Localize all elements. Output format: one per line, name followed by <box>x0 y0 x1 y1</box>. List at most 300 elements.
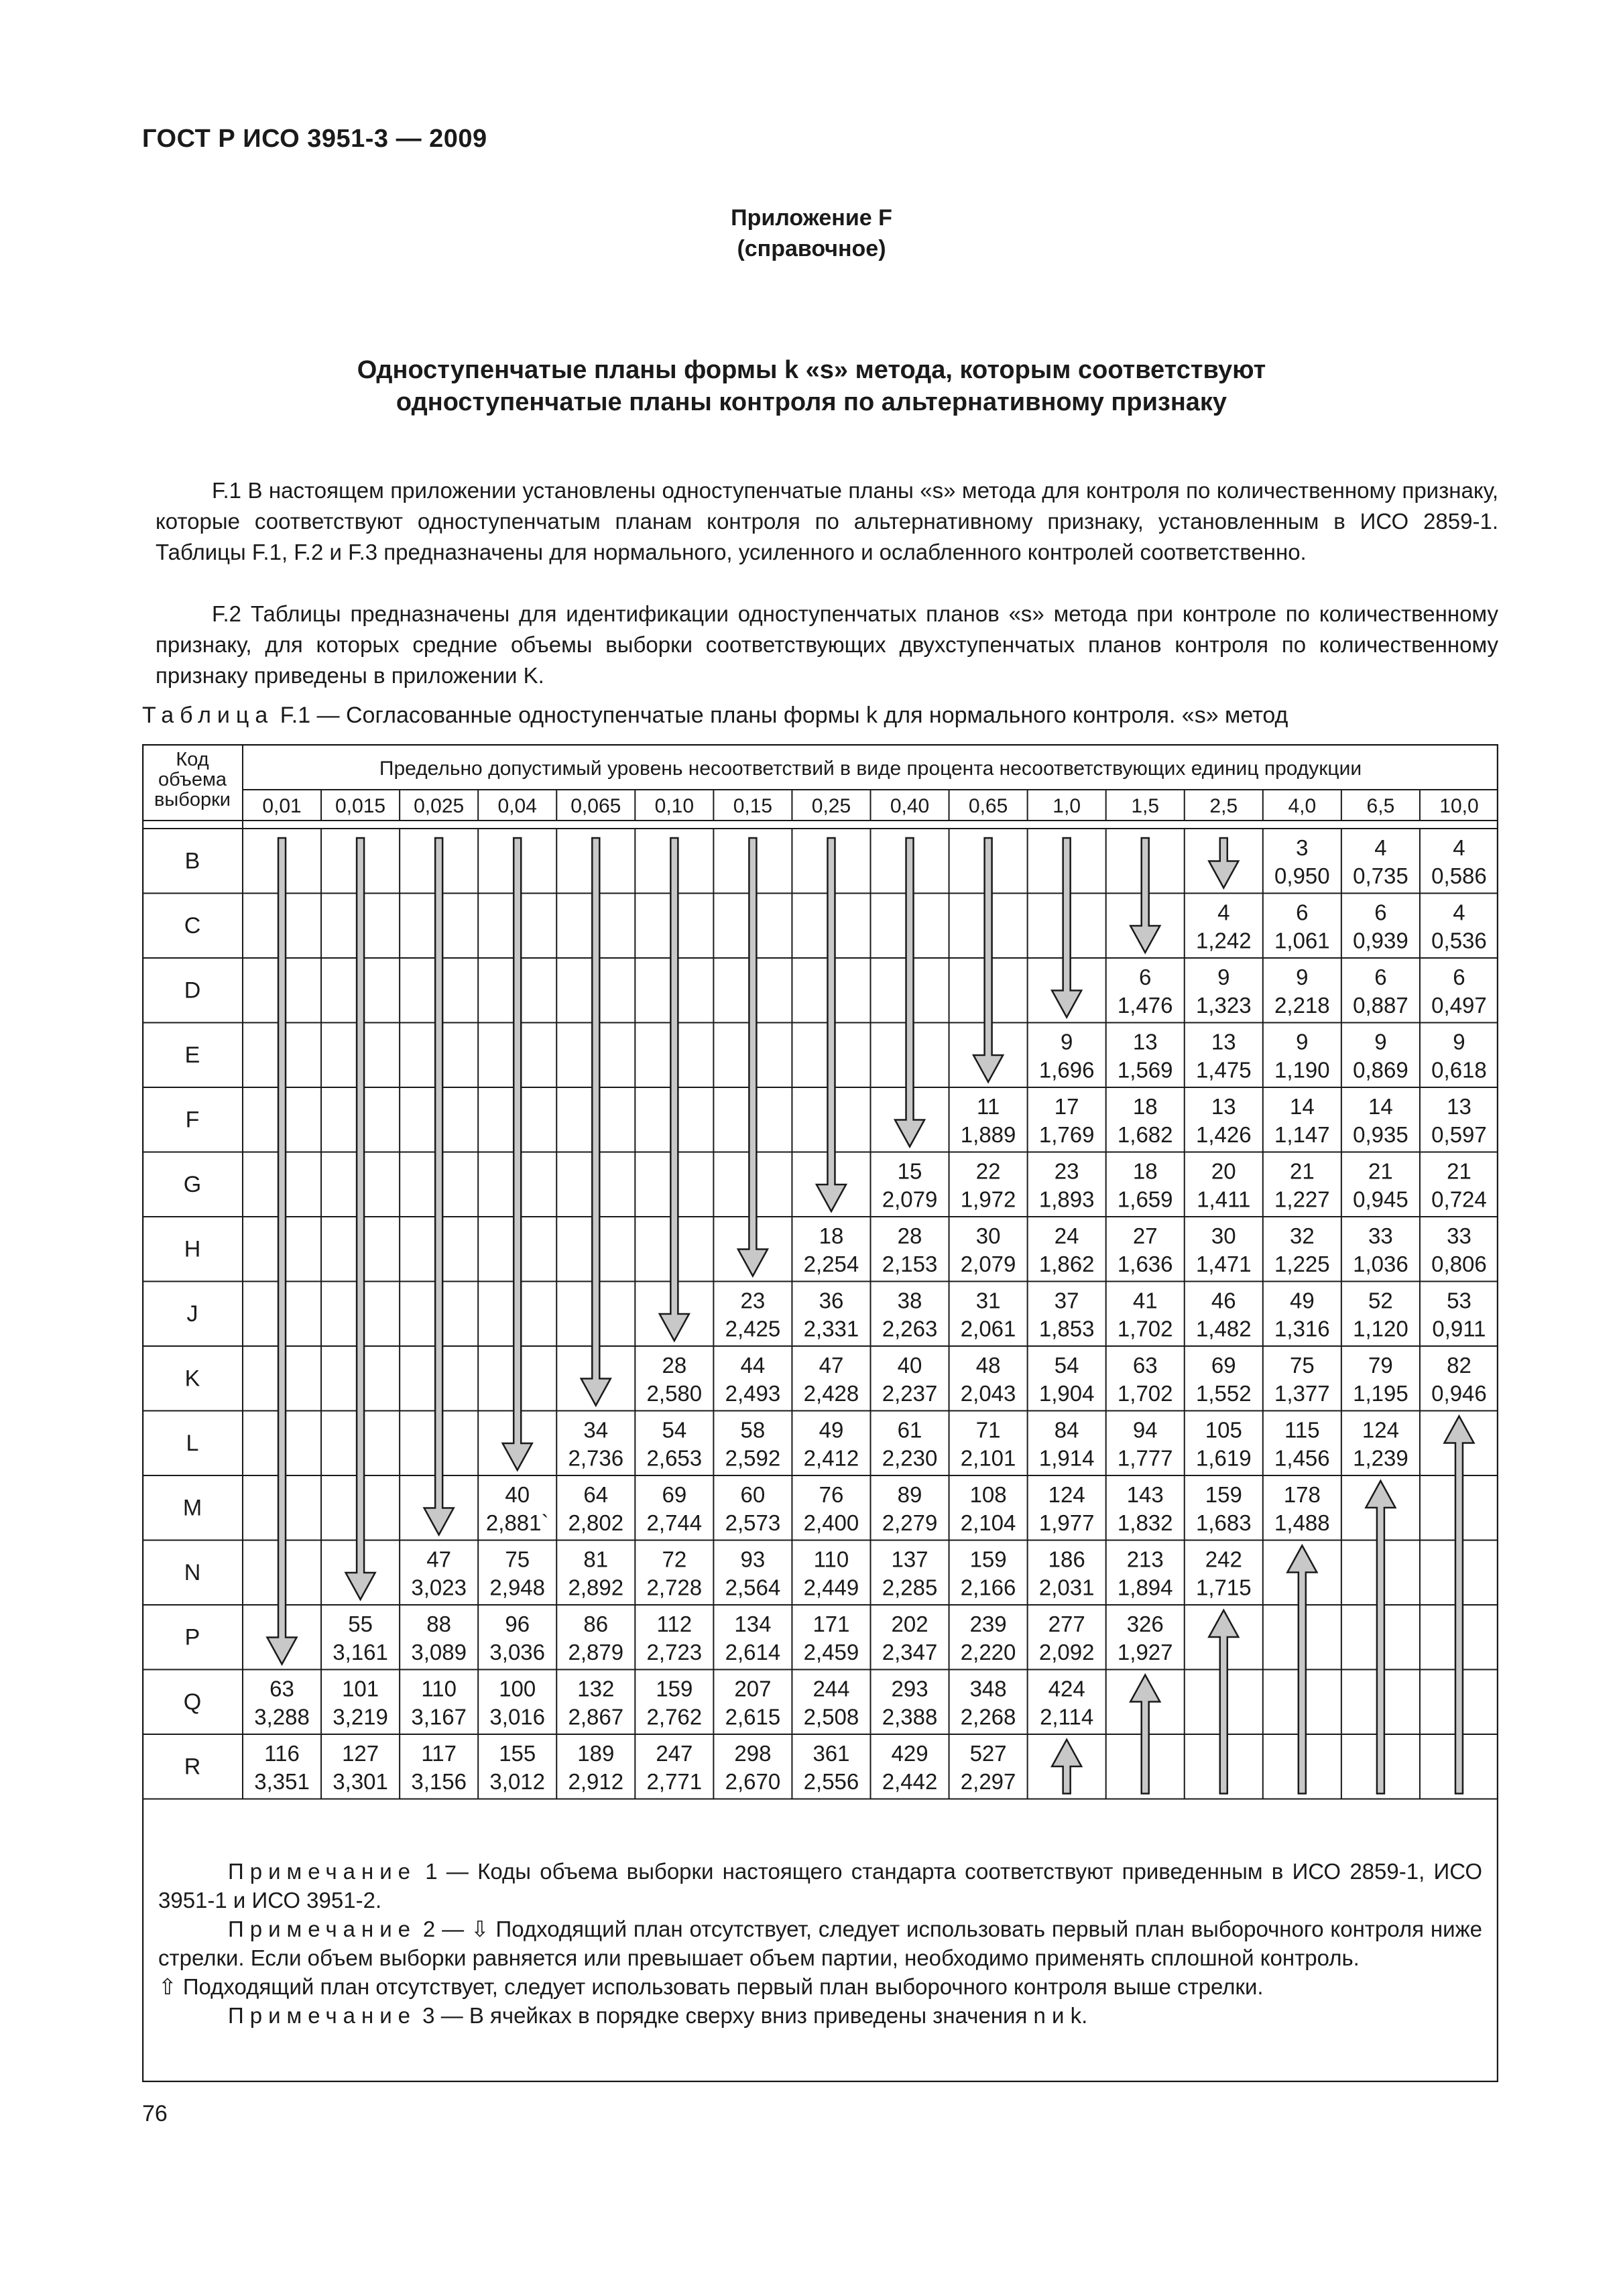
cell-sample-size-n: 108 <box>969 1482 1007 1507</box>
aql-column-0-10: 0,10 <box>654 795 695 817</box>
cell-sample-size-n: 15 <box>897 1158 922 1184</box>
cell-sample-size-n: 9 <box>1374 1029 1387 1054</box>
cell-acceptability-k: 1,889 <box>960 1122 1016 1147</box>
cell-sample-size-n: 348 <box>969 1676 1007 1701</box>
cell-acceptability-k: 1,702 <box>1117 1316 1173 1341</box>
cell-sample-size-n: 9 <box>1296 965 1309 989</box>
cell-acceptability-k: 2,653 <box>646 1445 703 1471</box>
sample-size-code-E: E <box>184 1042 200 1068</box>
sample-size-code-Q: Q <box>183 1689 202 1715</box>
cell-sample-size-n: 171 <box>813 1612 850 1636</box>
cell-acceptability-k: 2,879 <box>568 1640 624 1665</box>
aql-column-0-015: 0,015 <box>335 795 386 817</box>
cell-acceptability-k: 1,914 <box>1038 1445 1095 1471</box>
cell-sample-size-n: 9 <box>1060 1029 1073 1054</box>
cell-acceptability-k: 1,972 <box>960 1187 1016 1212</box>
cell-acceptability-k: 2,254 <box>803 1252 859 1276</box>
cell-acceptability-k: 2,459 <box>803 1640 859 1665</box>
cell-acceptability-k: 3,161 <box>333 1640 388 1665</box>
cell-acceptability-k: 1,426 <box>1195 1122 1252 1147</box>
cell-sample-size-n: 13 <box>1211 1094 1236 1119</box>
cell-acceptability-k: 1,683 <box>1195 1510 1252 1535</box>
cell-acceptability-k: 2,428 <box>803 1381 859 1406</box>
cell-sample-size-n: 110 <box>813 1547 849 1572</box>
cell-sample-size-n: 527 <box>969 1741 1007 1766</box>
cell-acceptability-k: 1,225 <box>1274 1252 1330 1276</box>
cell-sample-size-n: 41 <box>1132 1288 1158 1313</box>
cell-sample-size-n: 11 <box>976 1094 1000 1119</box>
down-arrow-icon <box>1209 838 1238 888</box>
cell-acceptability-k: 2,556 <box>803 1769 859 1794</box>
cell-acceptability-k: 0,618 <box>1431 1057 1487 1083</box>
cell-sample-size-n: 124 <box>1048 1482 1085 1507</box>
cell-sample-size-n: 239 <box>969 1612 1007 1636</box>
cell-acceptability-k: 2,493 <box>725 1381 781 1406</box>
cell-sample-size-n: 424 <box>1048 1676 1085 1701</box>
cell-sample-size-n: 28 <box>662 1353 687 1378</box>
cell-sample-size-n: 277 <box>1048 1612 1085 1636</box>
table-caption-text: F.1 — Согласованные одноступенчатые планы формы k для нормального контроля. «s» метод <box>274 703 1288 728</box>
cell-sample-size-n: 22 <box>975 1158 1001 1184</box>
note-2-label: Примечание <box>228 1917 417 1941</box>
down-arrow-icon <box>660 838 689 1341</box>
cell-acceptability-k: 1,061 <box>1274 928 1330 953</box>
cell-sample-size-n: 159 <box>656 1676 693 1701</box>
cell-acceptability-k: 1,036 <box>1353 1252 1408 1276</box>
cell-sample-size-n: 143 <box>1126 1482 1164 1507</box>
cell-acceptability-k: 2,031 <box>1038 1575 1095 1600</box>
cell-acceptability-k: 1,862 <box>1038 1252 1095 1276</box>
cell-sample-size-n: 34 <box>583 1417 609 1443</box>
cell-sample-size-n: 23 <box>740 1288 766 1313</box>
cell-sample-size-n: 79 <box>1368 1353 1393 1378</box>
cell-sample-size-n: 93 <box>740 1547 766 1572</box>
cell-acceptability-k: 2,580 <box>646 1381 703 1406</box>
note-3-label: Примечание <box>228 2003 417 2028</box>
cell-sample-size-n: 137 <box>891 1547 928 1572</box>
corner-header-line: выборки <box>154 789 231 810</box>
cell-sample-size-n: 21 <box>1447 1158 1471 1184</box>
aql-column-0-15: 0,15 <box>733 795 773 817</box>
cell-acceptability-k: 2,079 <box>960 1252 1016 1276</box>
cell-sample-size-n: 46 <box>1211 1288 1236 1313</box>
cell-acceptability-k: 1,894 <box>1117 1575 1173 1600</box>
cell-acceptability-k: 0,945 <box>1353 1187 1408 1212</box>
cell-acceptability-k: 1,190 <box>1274 1057 1330 1083</box>
cell-sample-size-n: 13 <box>1211 1029 1236 1054</box>
cell-acceptability-k: 1,715 <box>1195 1575 1252 1600</box>
cell-sample-size-n: 14 <box>1289 1094 1315 1119</box>
sample-size-code-N: N <box>184 1559 201 1585</box>
cell-acceptability-k: 0,806 <box>1431 1252 1487 1276</box>
sample-size-code-M: M <box>182 1495 202 1521</box>
cell-sample-size-n: 186 <box>1048 1547 1085 1572</box>
cell-sample-size-n: 40 <box>897 1353 922 1378</box>
down-arrow-icon <box>738 838 768 1276</box>
cell-acceptability-k: 1,777 <box>1117 1445 1173 1471</box>
title-line-1: Одноступенчатые планы формы k «s» метода, которым соответствуют <box>357 356 1266 384</box>
note-3 <box>158 2001 1482 2030</box>
cell-sample-size-n: 20 <box>1211 1158 1236 1184</box>
cell-acceptability-k: 2,043 <box>960 1381 1016 1406</box>
cell-acceptability-k: 2,092 <box>1038 1640 1095 1665</box>
cell-acceptability-k: 2,263 <box>882 1316 938 1341</box>
sample-size-code-G: G <box>183 1171 202 1197</box>
cell-sample-size-n: 63 <box>1132 1353 1158 1378</box>
cell-acceptability-k: 0,597 <box>1431 1122 1487 1147</box>
cell-acceptability-k: 2,670 <box>725 1769 781 1794</box>
sample-size-code-J: J <box>186 1301 198 1327</box>
cell-sample-size-n: 4 <box>1217 900 1230 925</box>
cell-acceptability-k: 2,425 <box>725 1316 781 1341</box>
cell-acceptability-k: 1,702 <box>1117 1381 1173 1406</box>
note-2 <box>158 1915 1482 1972</box>
cell-acceptability-k: 1,977 <box>1038 1510 1095 1535</box>
note-3-text: 3 — В ячейках в порядке сверху вниз приведены значения n и k. <box>416 2003 1088 2028</box>
aql-column-0-25: 0,25 <box>811 795 851 817</box>
cell-acceptability-k: 3,012 <box>489 1769 546 1794</box>
cell-acceptability-k: 0,869 <box>1353 1057 1408 1083</box>
cell-acceptability-k: 2,412 <box>803 1445 859 1471</box>
cell-acceptability-k: 2,564 <box>725 1575 781 1600</box>
cell-acceptability-k: 2,347 <box>882 1640 938 1665</box>
cell-acceptability-k: 2,614 <box>725 1640 781 1665</box>
cell-sample-size-n: 4 <box>1453 835 1465 860</box>
cell-acceptability-k: 3,301 <box>333 1769 388 1794</box>
cell-acceptability-k: 1,227 <box>1274 1187 1330 1212</box>
cell-acceptability-k: 1,377 <box>1274 1381 1330 1406</box>
cell-sample-size-n: 75 <box>505 1547 530 1572</box>
cell-sample-size-n: 298 <box>734 1741 772 1766</box>
down-arrow-icon <box>895 838 924 1147</box>
cell-acceptability-k: 0,536 <box>1431 928 1487 953</box>
cell-sample-size-n: 54 <box>662 1417 687 1443</box>
aql-column-4-0: 4,0 <box>1288 795 1317 817</box>
cell-acceptability-k: 2,237 <box>882 1381 938 1406</box>
cell-sample-size-n: 9 <box>1453 1029 1465 1054</box>
cell-acceptability-k: 1,927 <box>1117 1640 1173 1665</box>
cell-acceptability-k: 1,476 <box>1117 993 1173 1018</box>
cell-acceptability-k: 2,230 <box>882 1445 938 1471</box>
cell-acceptability-k: 0,935 <box>1353 1122 1408 1147</box>
cell-acceptability-k: 2,101 <box>960 1445 1016 1471</box>
title-line-2: одноступенчатые планы контроля по альтернативному признаку <box>396 388 1227 416</box>
cell-sample-size-n: 132 <box>577 1676 615 1701</box>
cell-sample-size-n: 207 <box>734 1676 772 1701</box>
cell-acceptability-k: 3,219 <box>333 1704 388 1730</box>
cell-sample-size-n: 9 <box>1217 965 1230 989</box>
table-caption-label: Таблица <box>142 703 274 728</box>
aql-column-1-5: 1,5 <box>1131 795 1160 817</box>
cell-acceptability-k: 0,946 <box>1431 1381 1487 1406</box>
cell-sample-size-n: 101 <box>342 1676 379 1701</box>
page-number: 76 <box>142 2101 168 2126</box>
cell-sample-size-n: 429 <box>891 1741 928 1766</box>
cell-acceptability-k: 1,195 <box>1353 1381 1408 1406</box>
aql-column-6-5: 6,5 <box>1366 795 1395 817</box>
cell-sample-size-n: 52 <box>1368 1288 1393 1313</box>
cell-sample-size-n: 30 <box>975 1223 1001 1248</box>
cell-acceptability-k: 1,769 <box>1038 1122 1095 1147</box>
cell-acceptability-k: 0,911 <box>1432 1316 1486 1341</box>
cell-sample-size-n: 117 <box>421 1741 457 1766</box>
cell-sample-size-n: 23 <box>1054 1158 1079 1184</box>
cell-sample-size-n: 6 <box>1374 965 1387 989</box>
cell-acceptability-k: 0,586 <box>1431 863 1487 888</box>
cell-sample-size-n: 28 <box>897 1223 922 1248</box>
sample-size-code-F: F <box>185 1107 200 1133</box>
cell-sample-size-n: 24 <box>1054 1223 1079 1248</box>
cell-sample-size-n: 326 <box>1126 1612 1164 1636</box>
cell-acceptability-k: 1,475 <box>1195 1057 1252 1083</box>
cell-sample-size-n: 54 <box>1054 1353 1079 1378</box>
down-arrow-icon <box>817 838 846 1211</box>
cell-sample-size-n: 53 <box>1447 1288 1471 1313</box>
sample-size-code-P: P <box>184 1624 200 1650</box>
cell-sample-size-n: 159 <box>1205 1482 1242 1507</box>
cell-acceptability-k: 2,615 <box>725 1704 781 1730</box>
cell-acceptability-k: 1,323 <box>1195 993 1252 1018</box>
table-notes <box>158 1857 1482 2030</box>
cell-acceptability-k: 1,569 <box>1117 1057 1173 1083</box>
sample-size-code-C: C <box>184 912 201 939</box>
cell-sample-size-n: 84 <box>1054 1417 1079 1443</box>
down-arrow-icon <box>973 838 1003 1082</box>
cell-acceptability-k: 2,268 <box>960 1704 1016 1730</box>
aql-column-0-65: 0,65 <box>968 795 1008 817</box>
aql-column-0-40: 0,40 <box>890 795 930 817</box>
cell-sample-size-n: 110 <box>421 1676 457 1701</box>
cell-acceptability-k: 1,619 <box>1195 1445 1252 1471</box>
cell-acceptability-k: 2,771 <box>646 1769 703 1794</box>
cell-sample-size-n: 88 <box>426 1612 452 1636</box>
cell-sample-size-n: 124 <box>1362 1417 1399 1443</box>
cell-sample-size-n: 37 <box>1054 1288 1079 1313</box>
appendix-heading <box>0 202 1623 264</box>
cell-sample-size-n: 63 <box>269 1676 294 1701</box>
cell-acceptability-k: 2,592 <box>725 1445 781 1471</box>
cell-acceptability-k: 0,724 <box>1431 1187 1487 1212</box>
cell-sample-size-n: 155 <box>499 1741 536 1766</box>
cell-sample-size-n: 18 <box>1132 1094 1158 1119</box>
cell-acceptability-k: 1,147 <box>1274 1122 1330 1147</box>
cell-acceptability-k: 2,762 <box>646 1704 703 1730</box>
cell-sample-size-n: 94 <box>1132 1417 1158 1443</box>
cell-sample-size-n: 47 <box>819 1353 844 1378</box>
cell-sample-size-n: 100 <box>499 1676 536 1701</box>
cell-acceptability-k: 2,912 <box>568 1769 624 1794</box>
cell-sample-size-n: 21 <box>1289 1158 1315 1184</box>
cell-sample-size-n: 61 <box>897 1417 922 1443</box>
sample-size-code-H: H <box>184 1236 201 1262</box>
appendix-title <box>0 354 1623 418</box>
cell-acceptability-k: 2,079 <box>882 1187 938 1212</box>
cell-sample-size-n: 242 <box>1205 1547 1242 1572</box>
cell-sample-size-n: 49 <box>819 1417 844 1443</box>
paragraph-f1: F.1 В настоящем приложении установлены одноступенчатые планы «s» метода для контроля по количественному признаку, которые соответствуют одноступенчатым планам контроля по альтернативному признаку, установленным в ИСО 2859-1. Таблицы F.1, F.2 и F.3 предназначены для нормального, усиленного и ослабленного контролей соответственно. <box>156 478 1498 564</box>
sample-size-code-B: B <box>184 848 200 874</box>
up-arrow-icon <box>1209 1610 1238 1794</box>
cell-acceptability-k: 0,735 <box>1353 863 1408 888</box>
cell-acceptability-k: 3,089 <box>411 1640 467 1665</box>
aql-group-header: Предельно допустимый уровень несоответствий в виде процента несоответствующих единиц продукции <box>379 758 1362 780</box>
cell-sample-size-n: 127 <box>342 1741 379 1766</box>
cell-sample-size-n: 96 <box>505 1612 530 1636</box>
cell-sample-size-n: 31 <box>975 1288 1001 1313</box>
cell-sample-size-n: 18 <box>819 1223 844 1248</box>
aql-column-2-5: 2,5 <box>1209 795 1238 817</box>
cell-acceptability-k: 2,114 <box>1040 1704 1094 1730</box>
aql-column-0-01: 0,01 <box>262 795 302 817</box>
cell-acceptability-k: 2,218 <box>1274 993 1330 1018</box>
cell-acceptability-k: 3,351 <box>254 1769 310 1794</box>
cell-sample-size-n: 30 <box>1211 1223 1236 1248</box>
note-1-label: Примечание <box>228 1859 417 1884</box>
cell-sample-size-n: 244 <box>813 1676 850 1701</box>
cell-acceptability-k: 1,242 <box>1195 928 1252 953</box>
cell-sample-size-n: 60 <box>740 1482 766 1507</box>
cell-sample-size-n: 33 <box>1447 1223 1471 1248</box>
cell-acceptability-k: 1,682 <box>1117 1122 1173 1147</box>
down-arrow-icon <box>1130 838 1160 953</box>
cell-acceptability-k: 1,316 <box>1274 1316 1330 1341</box>
cell-acceptability-k: 3,023 <box>411 1575 467 1600</box>
cell-sample-size-n: 86 <box>583 1612 609 1636</box>
note-1 <box>158 1857 1482 1915</box>
cell-sample-size-n: 27 <box>1132 1223 1158 1248</box>
cell-sample-size-n: 21 <box>1368 1158 1393 1184</box>
up-arrow-icon <box>1052 1740 1081 1794</box>
cell-acceptability-k: 1,120 <box>1353 1316 1408 1341</box>
cell-acceptability-k: 2,802 <box>568 1510 624 1535</box>
cell-acceptability-k: 0,497 <box>1431 993 1487 1018</box>
cell-sample-size-n: 13 <box>1447 1094 1471 1119</box>
cell-sample-size-n: 116 <box>264 1741 300 1766</box>
cell-acceptability-k: 2,153 <box>882 1252 938 1276</box>
appendix-label: Приложение F <box>731 205 892 231</box>
table-caption <box>142 703 1288 729</box>
cell-sample-size-n: 71 <box>975 1417 1001 1443</box>
cell-acceptability-k: 3,288 <box>254 1704 310 1730</box>
cell-sample-size-n: 9 <box>1296 1029 1309 1054</box>
cell-sample-size-n: 32 <box>1289 1223 1315 1248</box>
cell-acceptability-k: 2,892 <box>568 1575 624 1600</box>
cell-acceptability-k: 1,893 <box>1038 1187 1095 1212</box>
cell-sample-size-n: 178 <box>1283 1482 1321 1507</box>
cell-sample-size-n: 6 <box>1374 900 1387 925</box>
down-arrow-icon <box>346 838 375 1599</box>
cell-sample-size-n: 202 <box>891 1612 928 1636</box>
cell-acceptability-k: 2,449 <box>803 1575 859 1600</box>
down-arrow-icon <box>424 838 454 1535</box>
cell-sample-size-n: 17 <box>1054 1094 1079 1119</box>
cell-acceptability-k: 2,573 <box>725 1510 781 1535</box>
cell-sample-size-n: 75 <box>1289 1353 1315 1378</box>
cell-sample-size-n: 4 <box>1374 835 1387 860</box>
cell-sample-size-n: 4 <box>1453 900 1465 925</box>
cell-sample-size-n: 189 <box>577 1741 615 1766</box>
aql-column-10-0: 10,0 <box>1439 795 1479 817</box>
cell-acceptability-k: 0,887 <box>1353 993 1408 1018</box>
cell-sample-size-n: 115 <box>1284 1417 1320 1443</box>
cell-acceptability-k: 1,456 <box>1274 1445 1330 1471</box>
cell-sample-size-n: 18 <box>1132 1158 1158 1184</box>
cell-acceptability-k: 3,167 <box>411 1704 467 1730</box>
cell-sample-size-n: 89 <box>897 1482 922 1507</box>
cell-acceptability-k: 1,853 <box>1038 1316 1095 1341</box>
cell-acceptability-k: 2,285 <box>882 1575 938 1600</box>
cell-acceptability-k: 1,696 <box>1038 1057 1095 1083</box>
cell-sample-size-n: 6 <box>1453 965 1465 989</box>
cell-sample-size-n: 72 <box>662 1547 687 1572</box>
cell-acceptability-k: 1,411 <box>1197 1187 1251 1212</box>
cell-sample-size-n: 40 <box>505 1482 530 1507</box>
cell-sample-size-n: 361 <box>813 1741 850 1766</box>
aql-column-0-065: 0,065 <box>570 795 621 817</box>
note-2-up-arrow: ⇧ Подходящий план отсутствует, следует использовать первый план выборочного контроля выше стрелки. <box>158 1974 1264 1999</box>
aql-column-0-025: 0,025 <box>414 795 465 817</box>
cell-sample-size-n: 58 <box>740 1417 766 1443</box>
cell-sample-size-n: 134 <box>734 1612 772 1636</box>
down-arrow-icon <box>581 838 611 1406</box>
cell-acceptability-k: 1,904 <box>1038 1381 1095 1406</box>
cell-sample-size-n: 81 <box>583 1547 609 1572</box>
cell-acceptability-k: 2,867 <box>568 1704 624 1730</box>
cell-sample-size-n: 48 <box>975 1353 1001 1378</box>
cell-sample-size-n: 69 <box>1211 1353 1236 1378</box>
cell-acceptability-k: 1,482 <box>1195 1316 1252 1341</box>
sample-size-code-L: L <box>186 1430 199 1456</box>
note-1-text: 1 — Коды объема выборки настоящего стандарта соответствуют приведенным в ИСО 2859-1, ИСО 3951-1 и ИСО 3951-2. <box>158 1859 1482 1913</box>
up-arrow-icon <box>1366 1481 1395 1794</box>
cell-acceptability-k: 2,508 <box>803 1704 859 1730</box>
cell-acceptability-k: 2,728 <box>646 1575 703 1600</box>
cell-acceptability-k: 2,061 <box>960 1316 1016 1341</box>
cell-sample-size-n: 64 <box>583 1482 609 1507</box>
paragraph-f2: F.2 Таблицы предназначены для идентификации одноступенчатых планов «s» метода при контроле по количественному признаку, для которых средние объемы выборки соответствующих двухступенчатых планов контроля по количественному признаку приведены в приложении K. <box>156 601 1498 688</box>
cell-sample-size-n: 76 <box>819 1482 844 1507</box>
cell-acceptability-k: 1,239 <box>1353 1445 1408 1471</box>
cell-sample-size-n: 33 <box>1368 1223 1393 1248</box>
cell-acceptability-k: 1,636 <box>1117 1252 1173 1276</box>
sample-size-code-K: K <box>184 1366 200 1392</box>
cell-acceptability-k: 2,881` <box>485 1510 549 1535</box>
aql-column-0-04: 0,04 <box>497 795 537 817</box>
appendix-type: (справочное) <box>737 236 886 261</box>
cell-sample-size-n: 3 <box>1296 835 1309 860</box>
cell-acceptability-k: 3,156 <box>411 1769 467 1794</box>
cell-acceptability-k: 2,442 <box>882 1769 938 1794</box>
sample-size-code-D: D <box>184 977 201 1004</box>
sample-size-code-R: R <box>184 1754 201 1780</box>
cell-acceptability-k: 3,036 <box>489 1640 546 1665</box>
cell-acceptability-k: 1,471 <box>1195 1252 1252 1276</box>
cell-acceptability-k: 3,016 <box>489 1704 546 1730</box>
corner-header-line: объема <box>158 769 227 790</box>
cell-sample-size-n: 112 <box>656 1612 693 1636</box>
cell-acceptability-k: 0,950 <box>1274 863 1330 888</box>
down-arrow-icon <box>503 838 532 1470</box>
cell-sample-size-n: 247 <box>656 1741 693 1766</box>
cell-acceptability-k: 2,331 <box>803 1316 859 1341</box>
document-header: ГОСТ Р ИСО 3951-3 — 2009 <box>142 125 487 153</box>
cell-acceptability-k: 2,723 <box>646 1640 703 1665</box>
cell-acceptability-k: 2,279 <box>882 1510 938 1535</box>
cell-acceptability-k: 2,104 <box>960 1510 1016 1535</box>
cell-sample-size-n: 49 <box>1289 1288 1315 1313</box>
cell-sample-size-n: 213 <box>1126 1547 1164 1572</box>
cell-acceptability-k: 2,166 <box>960 1575 1016 1600</box>
